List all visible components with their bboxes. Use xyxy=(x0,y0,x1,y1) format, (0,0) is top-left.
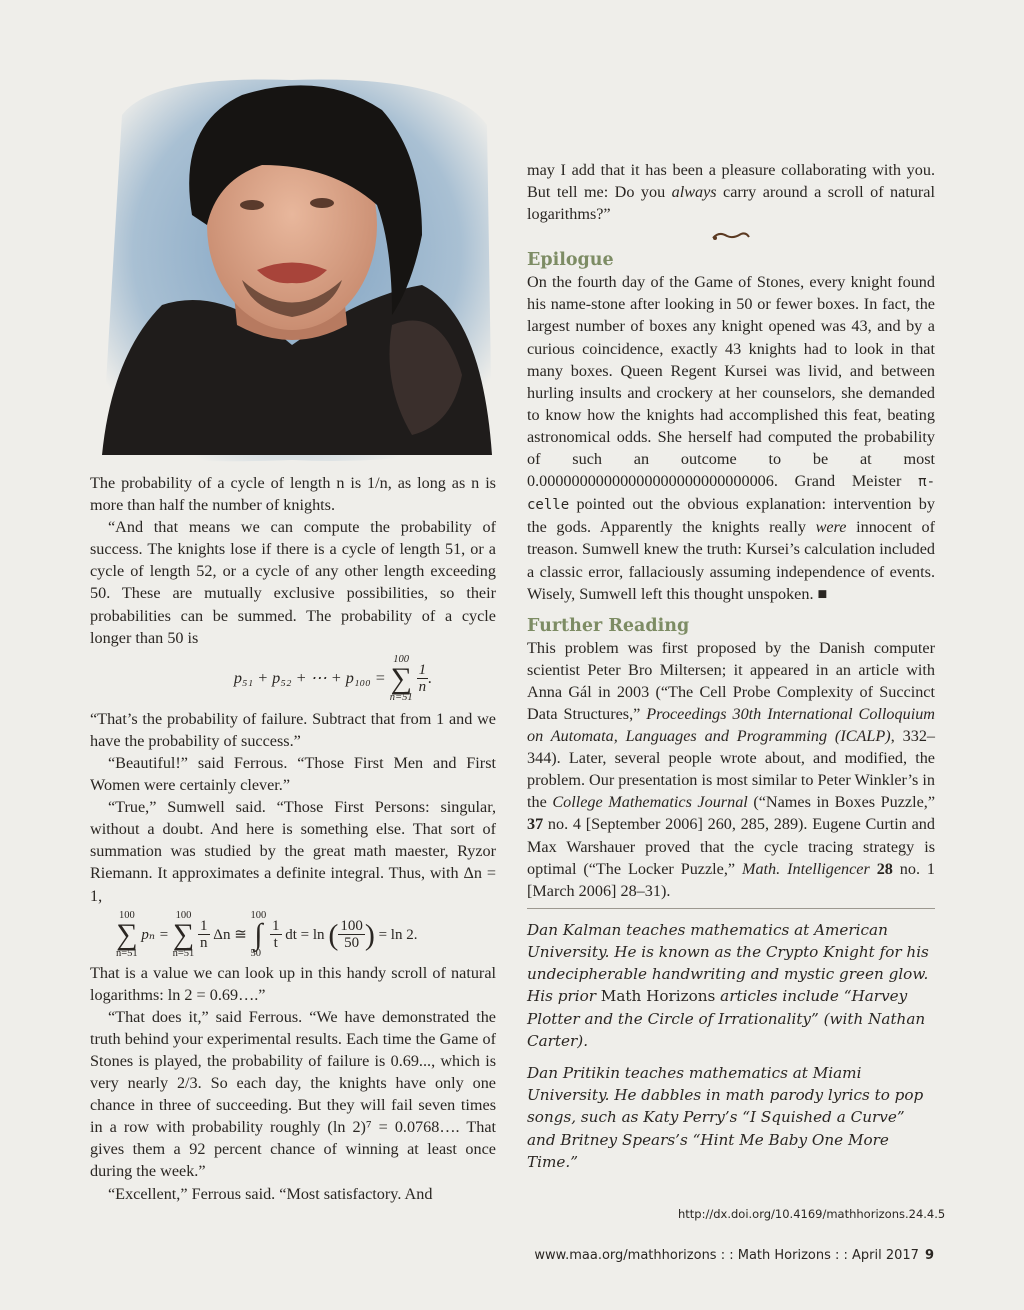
doi-link[interactable]: http://dx.doi.org/10.4169/mathhorizons.24.4.5 xyxy=(678,1207,946,1221)
integral-symbol: 100 ∫ 50 xyxy=(250,909,267,960)
fraction: $\frac{1}{n}$ xyxy=(200,918,208,952)
paragraph: This problem was first proposed by the Danish computer scientist Peter Bro Miltersen; it appeared in an article with Anna Gál in 2003 (“The Cell Probe Complexity of Succinct Data Structures,” Proceedings 30th International Colloquium on Automata, Languages and Programming (ICALP), 332–344). Later, several people wrote about, and modified, the problem. Our presentation is most similar to Peter Winkler’s in the College Mathematics Journal (“Names in Boxes Puzzle,” 37 no. 4 [September 2006] 260, 285, 289). Eugene Curtin and Max Warshauer proved that the cycle tracing strategy is optimal (“The Locker Puzzle,” Math. Intelligencer 28 no. 1 [March 2006] 28–31). xyxy=(527,638,936,900)
left-column xyxy=(90,472,496,1205)
equation-term: pₙ = xyxy=(141,926,169,943)
divider xyxy=(527,908,935,909)
footer-text: www.maa.org/mathhorizons : : Math Horizons : : April 2017 xyxy=(534,1248,919,1263)
heading-further-reading: Further Reading xyxy=(527,615,690,636)
summation-symbol: 100 ∑ n=51 xyxy=(116,909,138,960)
paragraph: may I add that it has been a pleasure collaborating with you. But tell me: Do you always carry around a scroll of natural logarithms?” xyxy=(527,161,935,224)
paragraph: “Excellent,” Ferrous said. “Most satisfactory. And xyxy=(108,1184,433,1203)
summation-symbol: 100 ∑ n=51 xyxy=(389,653,413,704)
fraction: $\frac{1}{t}$ xyxy=(272,918,280,952)
paragraph: “That does it,” said Ferrous. “We have demonstrated the truth behind your experimental results. Each time the Game of Stones is played, the probability of failure is 0.69..., which is very nearly 2/3. So each day, the knights have only one chance in three of succeeding. But they will fail seven times in a row with probability roughly (ln 2)⁷ = 0.0768…. That gives them a 92 percent chance of winning at least once during the week.” xyxy=(90,1007,496,1181)
page-footer xyxy=(534,1248,934,1263)
equation-lhs: p₅₁ + p₅₂ + ⋯ + p₁₀₀ = xyxy=(233,668,386,687)
equation-term: dt = ln xyxy=(285,926,325,943)
paragraph: That is a value we can look up in this handy scroll of natural logarithms: ln 2 = 0.69….” xyxy=(90,963,496,1004)
author-bio: Dan Pritikin teaches mathematics at Miami University. He dabbles in math parody lyrics to pop songs, such as Katy Perry’s “I Squished a Curve” and Britney Spears’s “Hint Me Baby One More Time.” xyxy=(527,1064,924,1171)
paragraph: “That’s the probability of failure. Subtract that from 1 and we have the probability of success.” xyxy=(90,709,496,750)
summation-symbol: 100 ∑ n=51 xyxy=(172,909,195,960)
equation-term: = ln 2. xyxy=(378,926,418,943)
page-number: 9 xyxy=(924,1248,934,1263)
paragraph: “And that means we can compute the probability of success. The knights lose if there is a cycle of length 51, or a cycle of length 52, or a cycle of any other length exceeding 50. These are mutually exclusive possibilities, so their probabilities can be summed. The probability of a cycle longer than 50 is xyxy=(90,518,496,647)
fraction: $\frac{100}{50}$ xyxy=(340,918,363,952)
scroll-ornament-icon xyxy=(711,229,751,243)
equation-term: Δn ≅ xyxy=(213,926,247,943)
paragraph: “True,” Sumwell said. “Those First Persons: singular, without a doubt. And here is something else. That sort of summation was studied by the great math maester, Ryzor Riemann. It approximates a definite integral. Thus, with Δn = 1, xyxy=(90,798,496,905)
paragraph: “Beautiful!” said Ferrous. “Those First Men and First Women were certainly clever.” xyxy=(90,753,496,795)
equation-integral: 100 ∑ n=51 pₙ = 100 ∑ n=51 $\frac{1}{n}$ Δn ≅ 100 ∫ 50 $\frac{1}{t}$ dt = ln ( $\frac{100}{50}$ ) = ln 2. xyxy=(116,909,418,960)
right-column xyxy=(527,159,935,1173)
paragraph: On the fourth day of the Game of Stones, every knight found his name-stone after looking in 50 or fewer boxes. In fact, the largest number of boxes any knight opened was 43, and by a curious coincidence, exactly 43 knights had to look in that many boxes. Queen Regent Kursei was livid, and between hurling insults and crockery at her counselors, she demanded to know how the knights had accomplished this feat, beating astronomical odds. She herself had computed the probability of such an outcome to be at most 0.00000000000000000000000000006. Grand Meister π-celle pointed out the obvious explanation: intervention by the gods. Apparently the knights really were innocent of treason. Sumwell knew the truth: Kursei’s calculation included a classic error, fallaciously assuming independence of events. Wisely, Sumwell left this thought unspoken. ■ xyxy=(527,273,935,603)
paragraph: The probability of a cycle of length n is 1/n, as long as n is more than half the number of knights. xyxy=(90,474,496,515)
author-bio: Dan Kalman teaches mathematics at American University. He is known as the Crypto Knight for his undecipherable handwriting and mystic green glow. His prior Math Horizons articles include “Harvey Plotter and the Circle of Irrationality” (with Nathan Carter). xyxy=(527,920,929,1050)
fraction: $\frac{1}{n}$ xyxy=(418,662,427,696)
portrait-illustration xyxy=(92,55,502,470)
equation-sum: p₅₁ + p₅₂ + ⋯ + p₁₀₀ = 100 ∑ n=51 $\frac{1}{n}$ . xyxy=(233,653,433,704)
ornament-divider xyxy=(527,225,935,249)
heading-epilogue: Epilogue xyxy=(527,250,614,271)
